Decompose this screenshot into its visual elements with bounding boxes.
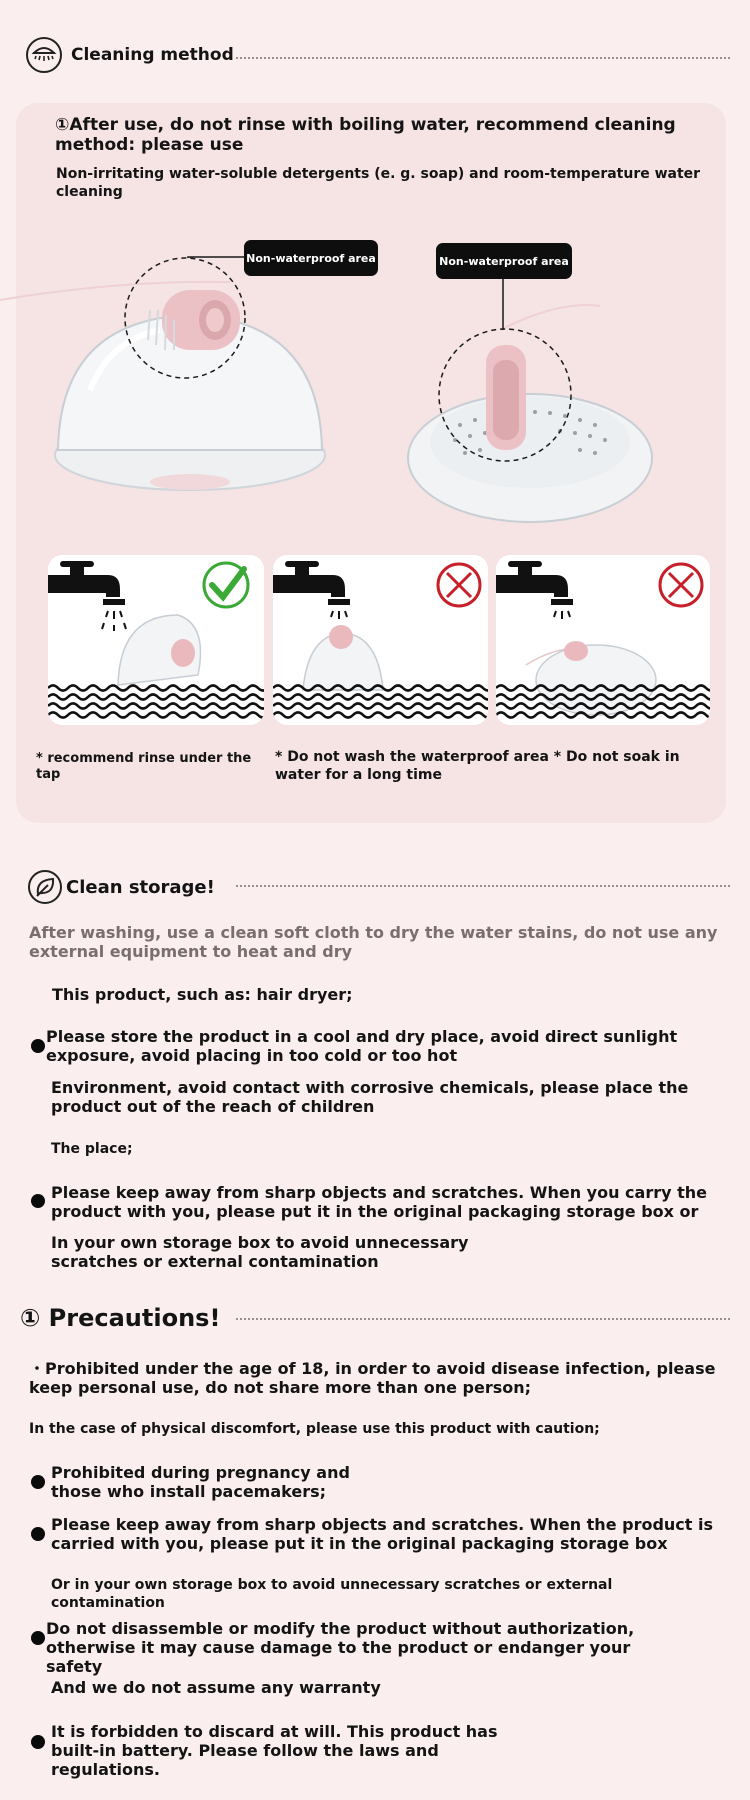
precaution-2: In the case of physical discomfort, please use this product with caution; [29,1421,600,1437]
divider [236,1318,730,1320]
caption-recommend: * recommend rinse under the tap [36,751,252,782]
step1-detail: Non-irritating water-soluble detergents (e. g. soap) and room-temperature water cleaning [56,166,701,200]
precaution-3: Prohibited during pregnancy and those who install pacemakers; [51,1463,350,1501]
cleaning-title: Cleaning method [71,45,234,65]
badge-non-waterproof-left: Non-waterproof area [244,240,378,276]
divider [236,57,730,59]
storage-line-6: In your own storage box to avoid unnecessary scratches or external contamination [51,1233,469,1271]
bullet [31,1194,45,1208]
check-icon [204,563,248,607]
step1-title: ①After use, do not rinse with boiling water, recommend cleaning method: please use [55,115,676,155]
cleaning-header [26,37,234,73]
leaf-icon [28,870,62,904]
bullet [31,1631,45,1645]
storage-line-3: Environment, avoid contact with corrosive chemicals, please place the product out of the reach of children [51,1078,689,1116]
faucet-icon [273,561,350,619]
cross-icon [660,564,702,606]
precaution-4: Please keep away from sharp objects and scratches. When the product is carried with you, please put it in the original packaging storage box [51,1515,713,1553]
storage-line-4: The place; [51,1141,133,1157]
tile-soak-bad [496,555,710,725]
divider [236,885,730,887]
bullet [31,1039,45,1053]
precaution-5: Or in your own storage box to avoid unnecessary scratches or external contamination [51,1577,613,1611]
caption-warning: * Do not wash the waterproof area * Do not soak in water for a long time [275,749,680,783]
precaution-7: And we do not assume any warranty [51,1678,381,1697]
faucet-icon [48,561,126,631]
precaution-8: It is forbidden to discard at will. This product has built-in battery. Please follow the laws and regulations. [51,1722,498,1779]
precaution-6: Do not disassemble or modify the product without authorization, otherwise it may cause damage to the product or endanger your safety [46,1619,635,1676]
bullet [31,1735,45,1749]
badge-non-waterproof-right: Non-waterproof area [436,243,572,279]
bullet [31,1475,45,1489]
storage-intro: After washing, use a clean soft cloth to dry the water stains, do not use any external equipment to heat and dry [29,923,718,961]
storage-line-5: Please keep away from sharp objects and scratches. When you carry the product with you, please put it in the original packaging storage box or [51,1183,707,1221]
tile-wash-waterproof-bad [273,555,488,725]
storage-line-1: This product, such as: hair dryer; [52,985,353,1004]
precautions-title: ① Precautions! [20,1304,221,1332]
cross-icon [438,564,480,606]
storage-header [28,870,215,904]
faucet-icon [496,561,573,619]
bullet [31,1527,45,1541]
tile-tap-rinse-ok [48,555,264,725]
storage-line-2: Please store the product in a cool and dry place, avoid direct sunlight exposure, avoid placing in too cold or too hot [46,1027,678,1065]
storage-title: Clean storage! [66,876,215,898]
shower-icon [26,37,62,73]
precaution-1: ・Prohibited under the age of 18, in order to avoid disease infection, please keep personal use, do not share more than one person; [29,1359,716,1397]
